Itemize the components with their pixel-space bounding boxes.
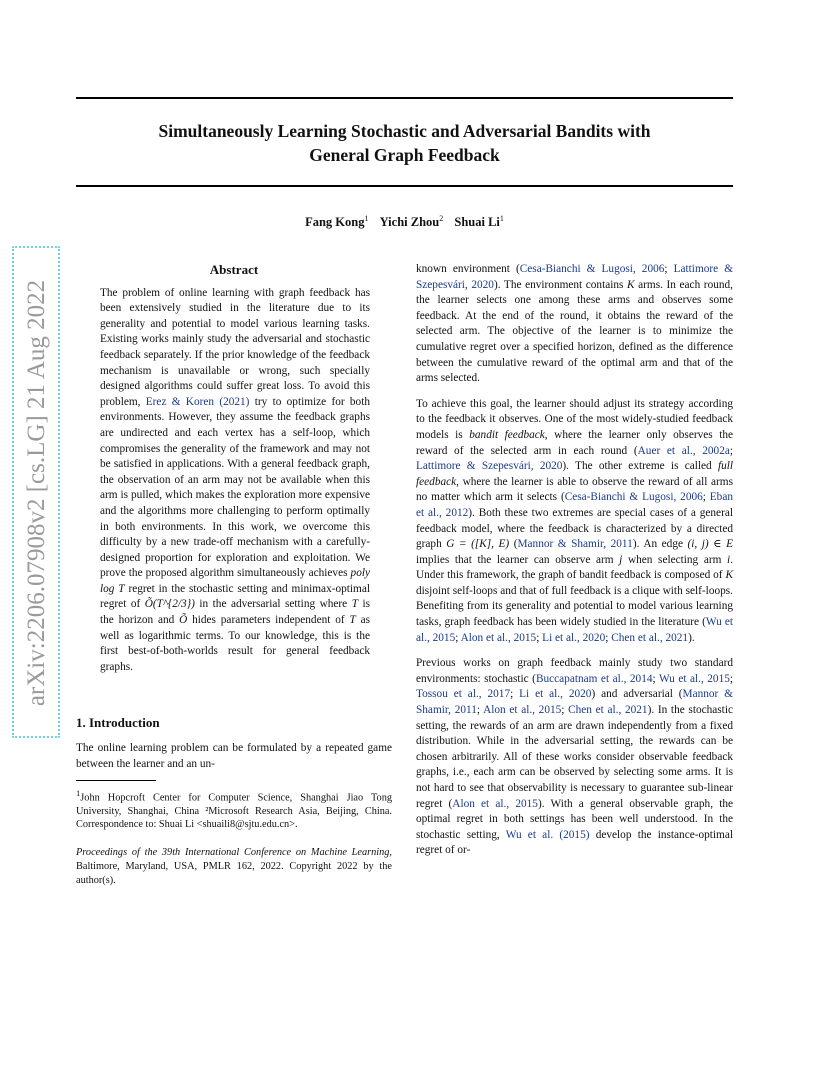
text-run: ). The environment contains bbox=[493, 278, 628, 291]
text-run: ; bbox=[455, 631, 461, 644]
text-run: known environment ( bbox=[416, 263, 520, 275]
text-run: implies that the learner can observe arm bbox=[416, 553, 620, 566]
math-inline: K bbox=[725, 569, 733, 582]
math-inline: i bbox=[727, 553, 731, 566]
text-run: ). bbox=[688, 631, 695, 644]
citation-link[interactable]: Cesa-Bianchi & Lugosi, 2006 bbox=[519, 263, 665, 275]
author-1: Fang Kong$^1$ bbox=[305, 214, 369, 230]
right-paragraph-2 bbox=[416, 397, 733, 647]
text-run: , where the learner only observes the reward of the selected arm in each round ( bbox=[416, 428, 733, 457]
math-inline: j bbox=[619, 553, 623, 566]
intro-paragraph: The online learning problem can be formulated by a repeated game between the learner and an un- bbox=[76, 742, 392, 770]
text-run: ). The other extreme is called bbox=[562, 460, 718, 473]
text-run: To achieve this goal, the learner should adjust its strategy according to the feedback it observes. One of the most widely-studied feedback models is bbox=[416, 397, 733, 441]
citation-link[interactable]: Lattimore & Szepesvári, 2020 bbox=[416, 263, 734, 291]
text-run: ; bbox=[561, 704, 569, 717]
arxiv-stamp-text: arXiv:2206.07908v2 [cs.LG] 21 Aug 2022 bbox=[23, 279, 50, 706]
bottom-rule bbox=[76, 185, 733, 187]
math-inline: bandit feedback bbox=[469, 428, 545, 441]
author-2: Yichi Zhou$^2$ bbox=[379, 214, 444, 230]
section-heading-introduction: 1. Introduction bbox=[76, 715, 160, 731]
title-line-1: Simultaneously Learning Stochastic and Adversarial Bandits with bbox=[158, 121, 651, 141]
text-run: ; bbox=[729, 444, 733, 457]
citation-link[interactable]: Chen et al., 2021 bbox=[568, 704, 648, 717]
math-inline: G = ([K], E) bbox=[446, 538, 510, 551]
text-run: ; bbox=[664, 263, 674, 275]
citation-link[interactable]: Erez & Koren (2021) bbox=[145, 395, 250, 408]
citation-link[interactable]: Chen et al., 2021 bbox=[611, 631, 689, 644]
citation-link[interactable]: Auer et al., 2002a bbox=[637, 444, 730, 457]
text-run: ( bbox=[509, 538, 518, 551]
text-run: when selecting arm bbox=[622, 553, 728, 566]
math-inline: full feedback bbox=[416, 460, 734, 488]
footnote: $^1$John Hopcroft Center for Computer Science, Shanghai Jiao Tong University, Shanghai, China ²Microsoft Research Asia, Beijing, China. Correspondence to: Shuai Li <shuaili8@sjtu.edu.cn>. bbox=[76, 788, 392, 831]
text-run: disjoint self-loops and that of full feedback is a clique with self-loops. Benefiting from its generality and potential to model various learning tasks, graph feedback has been widely studied in the literature ( bbox=[416, 584, 733, 629]
text-run: , where the learner is able to observe the reward of all arms no matter which arm it selects ( bbox=[416, 475, 733, 504]
text-run: ; bbox=[605, 631, 612, 644]
text-run: ; bbox=[510, 688, 520, 701]
citation-link[interactable]: Li et al., 2020 bbox=[542, 631, 606, 644]
text-run: arms. In each round, the learner selects one among these arms and observes some feedback. At the end of the round, it obtains the reward of the selected arm. The objective of the learner is to minimize the cumulative regret over a specified horizon, defined as the difference between the cumulative reward of the optimal arm and that of the arms selected. bbox=[416, 278, 733, 385]
paper-title bbox=[76, 119, 733, 167]
citation-link[interactable]: Eban et al., 2012 bbox=[416, 491, 733, 519]
text-run: ; bbox=[702, 491, 710, 504]
citation-link[interactable]: Tossou et al., 2017 bbox=[416, 688, 511, 701]
text-run: ; bbox=[476, 704, 484, 717]
proceedings-note: Proceedings of the 39th International Conference on Machine Learning, Baltimore, Maryland, USA, PMLR 162, 2022. Copyright 2022 by the author(s). bbox=[76, 846, 392, 886]
citation-link[interactable]: Wu et al., 2015 bbox=[416, 616, 733, 644]
text-run: ). Both these two extremes are special cases of a general feedback model, where the feedback is characterized by a directed graph bbox=[416, 506, 733, 551]
right-column bbox=[416, 262, 733, 859]
citation-link[interactable]: Wu et al. (2015) bbox=[505, 828, 590, 841]
right-paragraph-3 bbox=[416, 656, 733, 859]
arxiv-stamp[interactable] bbox=[22, 250, 52, 735]
citation-link[interactable]: Alon et al., 2015 bbox=[460, 631, 537, 644]
text-run: develop the instance-optimal regret of or- bbox=[416, 828, 733, 857]
math-inline: (i, j) ∈ E bbox=[687, 538, 733, 551]
right-paragraph-1 bbox=[416, 262, 733, 387]
left-column bbox=[76, 262, 392, 888]
author-3: Shuai Li$^1$ bbox=[454, 214, 504, 230]
citation-link[interactable]: Alon et al., 2015 bbox=[452, 797, 538, 810]
text-run: Previous works on graph feedback mainly study two standard environments: stochastic ( bbox=[416, 657, 733, 685]
text-run: ). An edge bbox=[632, 538, 688, 551]
author-list bbox=[76, 214, 733, 230]
citation-link[interactable]: Lattimore & Szepesvári, 2020 bbox=[416, 460, 563, 473]
text-run: ; bbox=[652, 672, 659, 685]
citation-link[interactable]: Cesa-Bianchi & Lugosi, 2006 bbox=[564, 491, 703, 504]
citation-link[interactable]: Wu et al., 2015 bbox=[658, 672, 730, 685]
citation-link[interactable]: Buccapatnam et al., 2014 bbox=[535, 672, 653, 685]
text-run: ; bbox=[729, 672, 734, 685]
text-run: ; bbox=[536, 631, 543, 644]
math-inline: K bbox=[627, 278, 635, 291]
top-rule bbox=[76, 97, 733, 99]
title-line-2: General Graph Feedback bbox=[309, 145, 500, 165]
text-run: ). With a general observable graph, the optimal regret in both settings has been well understood. In the stochastic setting, bbox=[416, 797, 733, 841]
text-run: ) and adversarial ( bbox=[591, 688, 683, 701]
citation-link[interactable]: Li et al., 2020 bbox=[519, 688, 592, 701]
abstract-heading: Abstract bbox=[209, 262, 259, 277]
text-run: . Under this framework, the graph of bandit feedback is composed of bbox=[416, 553, 734, 582]
citation-link[interactable]: Mannor & Shamir, 2011 bbox=[517, 538, 633, 551]
citation-link[interactable]: Mannor & Shamir, 2011 bbox=[416, 688, 734, 717]
footnote-rule bbox=[76, 780, 156, 781]
text-run: ). In the stochastic setting, the rewards of an arm are drawn independently from a fixed distribution. While in the adversarial setting, the rewards can be chosen arbitrarily. All of these works consider observable feedback graphs, i.e., each arm can be observed by selecting some arms. It is not hard to see that observability is necessary to guarantee sub-linear regret ( bbox=[416, 704, 733, 810]
citation-link[interactable]: Alon et al., 2015 bbox=[483, 704, 562, 717]
abstract-body: The problem of online learning with graph feedback has been extensively studied in the literature due to its generality and potential to model various learning tasks. Existing works mainly study the adversarial and stochastic feedback separately. If the prior knowledge of the feedback mechanism is unavailable or wrong, such specially designed algorithms could suffer great loss. To avoid this problem, Erez & Koren (2021) try to optimize for both environments. However, they assume the feedback graphs are undirected and each vertex has a self-loop, which compromises the generality of the framework and may not be satisfied in applications. With a general feedback graph, the observation of an arm may not be available when this arm is pulled, which makes the exploration more expensive and the algorithms more challenging to perform optimally in both environments. In this work, we overcome this difficulty by a new trade-off mechanism with a carefully-designed proportion for exploration and exploitation. We prove the proposed algorithm simultaneously achieves poly log T regret in the stochastic setting and minimax-optimal regret of Õ(T^{2/3}) in the adversarial setting where T is the horizon and Õ hides parameters independent of T as well as logarithmic terms. To our knowledge, this is the first best-of-both-worlds result for general feedback graphs. bbox=[100, 286, 371, 673]
